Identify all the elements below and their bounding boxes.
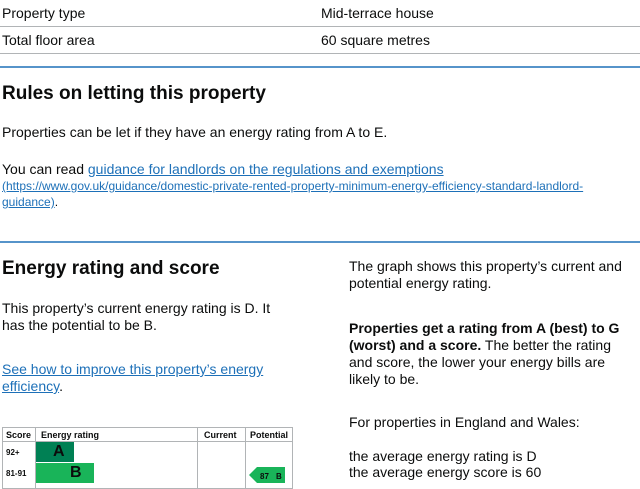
- band-letter: B: [70, 464, 82, 481]
- section-divider-2: [0, 241, 640, 243]
- property-type-label: Property type: [2, 5, 86, 21]
- potential-rating-arrow: [249, 467, 285, 483]
- landlord-guidance-link[interactable]: guidance for landlords on the regulations and exemptions: [87, 161, 444, 177]
- guidance-url-paragraph: [2, 178, 583, 210]
- read-prefix: You can read: [2, 161, 88, 177]
- guidance-url-link-line1[interactable]: (https://www.gov.uk/guidance/domestic-private-rented-property-minimum-energy-efficiency-standard-landlord-: [2, 179, 584, 193]
- england-wales-text: For properties in England and Wales:: [349, 414, 580, 430]
- property-type-value: Mid-terrace house: [321, 5, 434, 21]
- band-letter: A: [53, 443, 65, 460]
- current-rating-line1: This property’s current energy rating is D. It: [2, 300, 271, 316]
- rest-text-line1: The better the rating: [481, 337, 611, 353]
- header-energy-rating: Energy rating: [41, 430, 100, 440]
- current-rating-line2: has the potential to be B.: [2, 317, 157, 333]
- letting-text: Properties can be let if they have an energy rating from A to E.: [2, 124, 388, 140]
- rest-text-line2: and score, the lower your energy bills are: [349, 354, 606, 370]
- improve-suffix: .: [59, 378, 63, 394]
- band-score: 81-91: [6, 469, 27, 478]
- energy-rating-heading: Energy rating and score: [2, 258, 220, 279]
- improve-efficiency-link-line2[interactable]: efficiency: [2, 378, 60, 394]
- header-current: Current: [204, 430, 237, 440]
- floor-area-row: [0, 27, 640, 54]
- improve-efficiency-link-line1[interactable]: See how to improve this property’s energy: [2, 361, 264, 377]
- band-row-a: [3, 442, 292, 462]
- band-row-b: [3, 463, 292, 483]
- graph-text-line2: potential energy rating.: [349, 275, 492, 291]
- bold-text-line1: Properties get a rating from A (best) to G: [349, 320, 620, 336]
- header-score: Score: [6, 430, 32, 440]
- band-score: 92+: [6, 448, 20, 457]
- guidance-url-suffix: .: [54, 195, 59, 209]
- bold-text-line2: (worst) and a score.: [349, 337, 482, 353]
- rest-text-line3: likely to be.: [349, 371, 420, 387]
- graph-text-line1: The graph shows this property’s current and: [349, 258, 622, 274]
- guidance-url-link-line2[interactable]: guidance): [2, 195, 55, 209]
- band-bar-b: [36, 463, 94, 483]
- potential-value: 87: [260, 472, 269, 481]
- epc-chart-header: [3, 428, 292, 442]
- section-divider: [0, 66, 640, 68]
- header-potential: Potential: [250, 430, 289, 440]
- floor-area-label: Total floor area: [2, 32, 95, 48]
- average-rating-text: the average energy rating is D: [349, 448, 537, 464]
- rating-explanation: [349, 320, 619, 388]
- floor-area-value: 60 square metres: [321, 32, 430, 48]
- letting-heading: Rules on letting this property: [2, 83, 266, 104]
- potential-letter: B: [276, 472, 282, 481]
- band-bar-a: [36, 442, 74, 462]
- letting-guidance-paragraph: [2, 161, 444, 178]
- current-rating-text: [2, 300, 270, 334]
- graph-explanation: [349, 258, 622, 292]
- epc-chart: [2, 427, 293, 489]
- property-type-row: [0, 0, 640, 27]
- improve-paragraph: [2, 361, 263, 395]
- average-score-text: the average energy score is 60: [349, 464, 542, 480]
